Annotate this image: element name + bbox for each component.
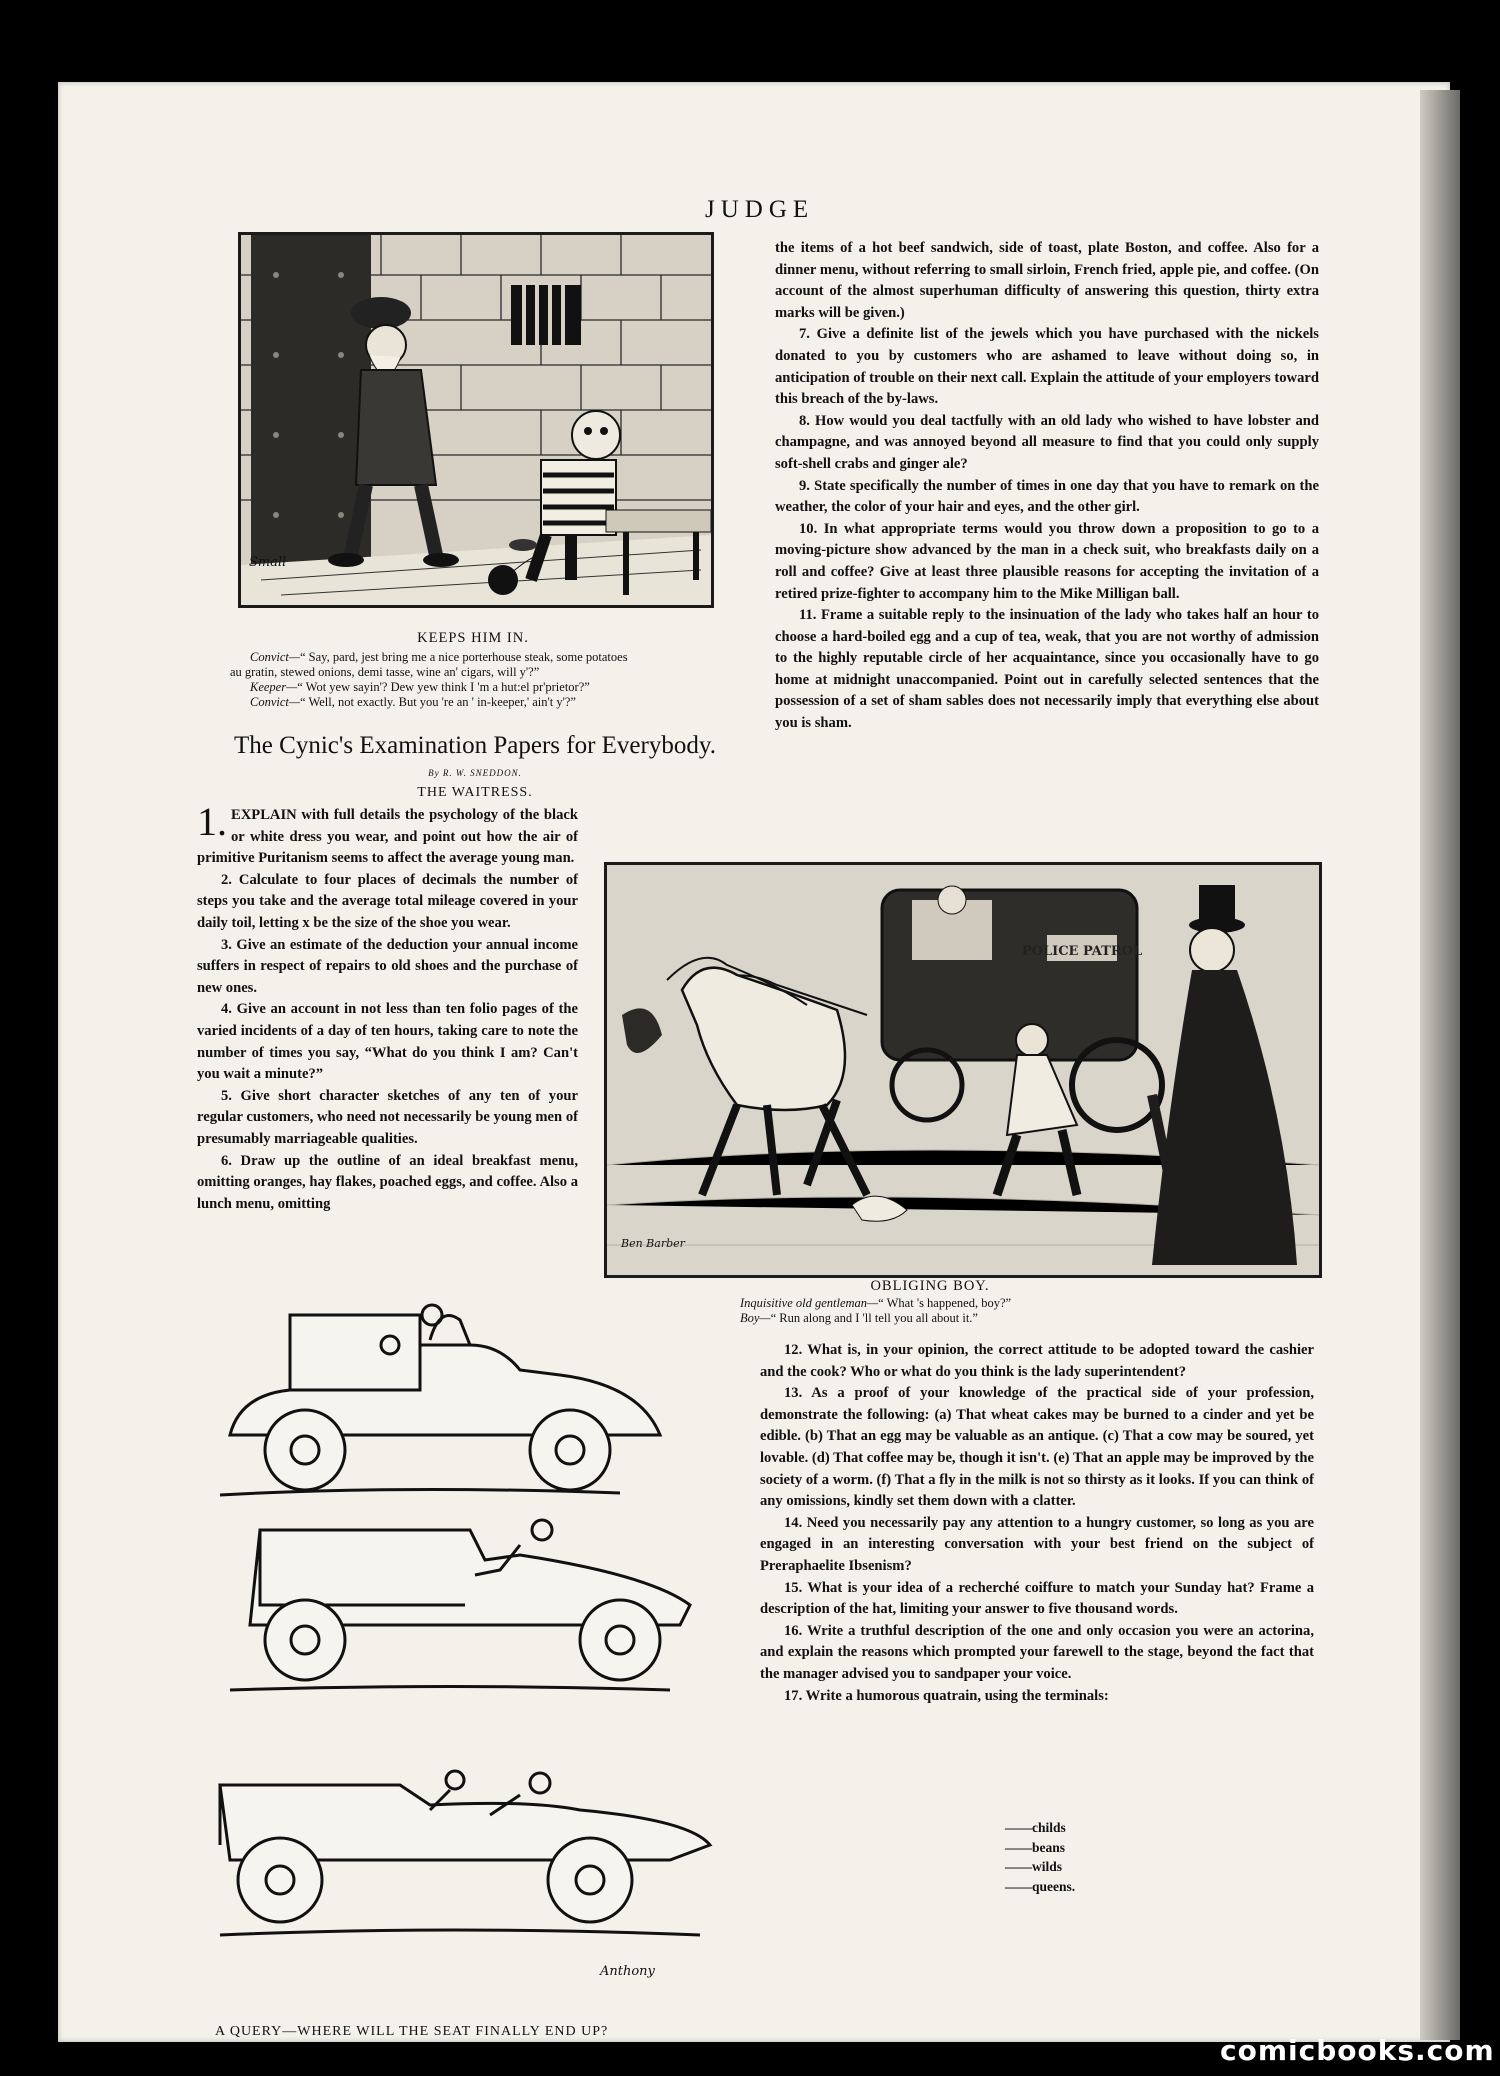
watermark: comicbooks.com (1220, 2034, 1495, 2067)
question-6-continued: the items of a hot beef sandwich, side of toast, plate Boston, and coffee. Also for a dinner menu, without referring to small sirloin, French fried, apple pie, and coffee. (On account of the almost superhuman difficulty of answering this question, thirty extra marks will be given.) (775, 240, 1319, 321)
cartoon3-caption: A QUERY—WHERE WILL THE SEAT FINALLY END UP? (215, 2024, 609, 2039)
right-column-bottom (760, 1340, 1314, 1707)
article-byline: By R. W. SNEDDON. (428, 768, 522, 778)
section-heading: THE WAITRESS. (417, 785, 533, 800)
question-5: 5. Give short character sketches of any ten of your regular customers, who need not necessarily be young men of presumably marriageable qualities. (197, 1087, 578, 1147)
cartoon1-title: KEEPS HIM IN. (417, 630, 529, 646)
jail-illustration (241, 235, 711, 605)
cartoon-keeps-him-in (238, 232, 714, 608)
question-11: 11. Frame a suitable reply to the insinuation of the lady who takes half an hour to choose a hard-boiled egg and a cup of tea, weak, that you are not worthy of admission to the highly reputable circle of her acquaintance, since you occasionally have to go home at midnight unaccompanied. Point out in carefully selected sentences that the possession of a set of sham sables does not necessarily imply that everything else about you is sham. (775, 607, 1319, 732)
terminal-3: ——wilds (1005, 1859, 1063, 1874)
page-edge-shadow (1420, 90, 1460, 2040)
article-title: The Cynic's Examination Papers for Everybody. (234, 732, 716, 759)
terminal-4: ——queens. (1005, 1878, 1076, 1894)
police-van-illustration (607, 865, 1319, 1275)
left-column (197, 799, 578, 1215)
question-15: 15. What is your idea of a recherché coiffure to match your Sunday hat? Frame a description of the hat, limiting your answer to five thousand words. (760, 1579, 1314, 1618)
cartoon1-dialogue: Convict—“ Say, pard, jest bring me a nice porterhouse steak, some potatoes au gratin, stewed onions, demi tasse, wine an' cigars, will y'?” Keeper—“ Wot yew sayin'? Dew yew think I 'm a hut:el pr'prietor?” Convict—“ Well, not exactly. But you 're an ' in-keeper,' ain't y'?” (230, 650, 628, 709)
question-1: 1. EXPLAIN with full details the psychology of the black or white dress you wear, and point out how the air of primitive Puritanism seems to affect the average young man. (197, 799, 578, 867)
question-14: 14. Need you necessarily pay any attention to a hungry customer, so long as you are engaged in an interesting conversation with your best friend on the subject of Preraphaelite Ibsenism? (760, 1514, 1314, 1574)
cartoon-obliging-boy (604, 862, 1322, 1278)
van-sign: POLICE PATROL (1021, 944, 1143, 959)
question-10: 10. In what appropriate terms would you throw down a proposition to go to a moving-picture show advanced by the man in a check suit, who breakfasts daily on a roll and coffee? Give at least three plausible reasons for accepting the invitation of a retired prize-fighter to accompany him to the Mike Milligan ball. (775, 520, 1319, 602)
right-column-top (775, 238, 1319, 735)
question-13: 13. As a proof of your knowledge of the practical side of your profession, demonstrate the following: (a) That wheat cakes may be burned to a cinder and yet be edible. (b) That an egg may be valuable as an antique. (c) That a cow may be soured, yet lovable. (d) That coffee may be, though it isn't. (e) That an apple may be improved by the society of a worm. (f) That a fly in the milk is not so thirsty as it looks. If you can think of any omissions, kindly set them down with a clatter. (760, 1385, 1314, 1510)
question-3: 3. Give an estimate of the deduction your annual income suffers in respect of repairs to old shoes and the purchase of new ones. (197, 936, 578, 996)
question-12: 12. What is, in your opinion, the correct attitude to be adopted toward the cashier and the cook? Who or what do you think is the lady superintendent? (760, 1342, 1314, 1380)
question-4: 4. Give an account in not less than ten folio pages of the varied incidents of a day of ten hours, taking care to note the number of times you say, “What do you think I am? Can't you wait a minute?” (197, 1001, 578, 1083)
cartoon3-signature: Anthony (600, 1964, 655, 1979)
question-7: 7. Give a definite list of the jewels which you have purchased with the nickels donated to you by customers who are ashamed to leave without doing so, in anticipation of trouble on their next call. Explain the attitude of your employers toward this breach of the by-laws. (775, 326, 1319, 408)
terminals-list (1005, 1818, 1075, 1896)
cartoon2-signature: Ben Barber (621, 1237, 685, 1250)
terminal-1: ——childs (1005, 1820, 1066, 1835)
question-2: 2. Calculate to four places of decimals the number of steps you take and the average total mileage covered in your daily toil, letting x be the size of the shoe you wear. (197, 871, 578, 931)
masthead: JUDGE (705, 196, 815, 223)
cartoon2-title: OBLIGING BOY. (870, 1278, 990, 1294)
question-9: 9. State specifically the number of times in one day that you have to remark on the weather, the color of your hair and eyes, and the other girl. (775, 477, 1319, 516)
question-16: 16. Write a truthful description of the one and only occasion you were an actorina, and explain the reasons which prompted your farewell to the stage, beyond the fact that the manager advised you to sandpaper your voice. (760, 1622, 1314, 1682)
cartoon2-dialogue: Inquisitive old gentleman—“ What 's happened, boy?” Boy—“ Run along and I 'll tell you all about it.” (740, 1296, 1012, 1325)
question-17: 17. Write a humorous quatrain, using the terminals: (784, 1687, 1109, 1704)
question-6: 6. Draw up the outline of an ideal breakfast menu, omitting oranges, hay flakes, poached eggs, and coffee. Also a lunch menu, omitting (197, 1152, 578, 1212)
cartoon1-signature: Small (249, 555, 287, 570)
question-8: 8. How would you deal tactfully with an old lady who wished to have lobster and champagne, and was annoyed beyond all measure to find that you could only supply soft-shell crabs and ginger ale? (775, 412, 1319, 472)
cars-illustration (200, 1285, 740, 2005)
terminal-2: ——beans (1005, 1839, 1066, 1855)
